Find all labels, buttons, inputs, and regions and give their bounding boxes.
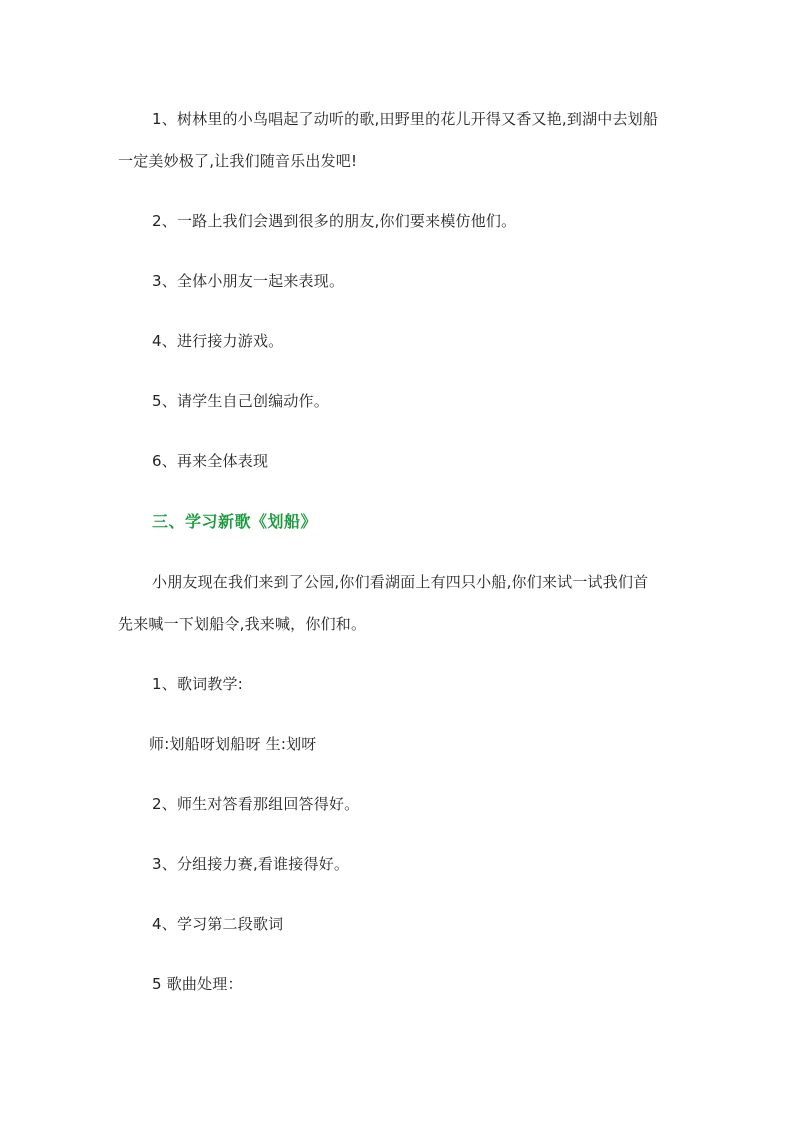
- step-4-text: 4、进行接力游戏。: [152, 332, 284, 350]
- intro-para-line-1: 1、树林里的小鸟唱起了动听的歌,田野里的花儿开得又香又艳,到湖中去划船: [152, 110, 659, 128]
- step-5-text: 5、请学生自己创编动作。: [152, 392, 329, 410]
- step-2-text: 2、一路上我们会遇到很多的朋友,你们要来模仿他们。: [152, 212, 517, 230]
- section-heading: 三、学习新歌《划船》: [152, 512, 318, 531]
- step-3-text: 3、全体小朋友一起来表现。: [152, 272, 345, 290]
- lyrics-teaching-step: 1、歌词教学:: [152, 675, 243, 693]
- group-relay-step: 3、分组接力赛,看谁接得好。: [152, 855, 350, 873]
- second-verse-step: 4、学习第二段歌词: [152, 915, 284, 933]
- song-treatment-step: 5 歌曲处理：: [152, 975, 243, 993]
- step-6-text: 6、再来全体表现: [152, 452, 269, 470]
- intro-para-line-2: 一定美妙极了,让我们随音乐出发吧!: [118, 152, 358, 170]
- section-para-line-2: 先来喊一下划船令,我来喊，你们和。: [118, 615, 367, 633]
- call-response-step: 2、师生对答看那组回答得好。: [152, 795, 360, 813]
- teacher-student-exchange: 师:划船呀划船呀 生:划呀: [149, 735, 317, 753]
- section-para-line-1: 小朋友现在我们来到了公园,你们看湖面上有四只小船,你们来试一试我们首: [152, 573, 649, 591]
